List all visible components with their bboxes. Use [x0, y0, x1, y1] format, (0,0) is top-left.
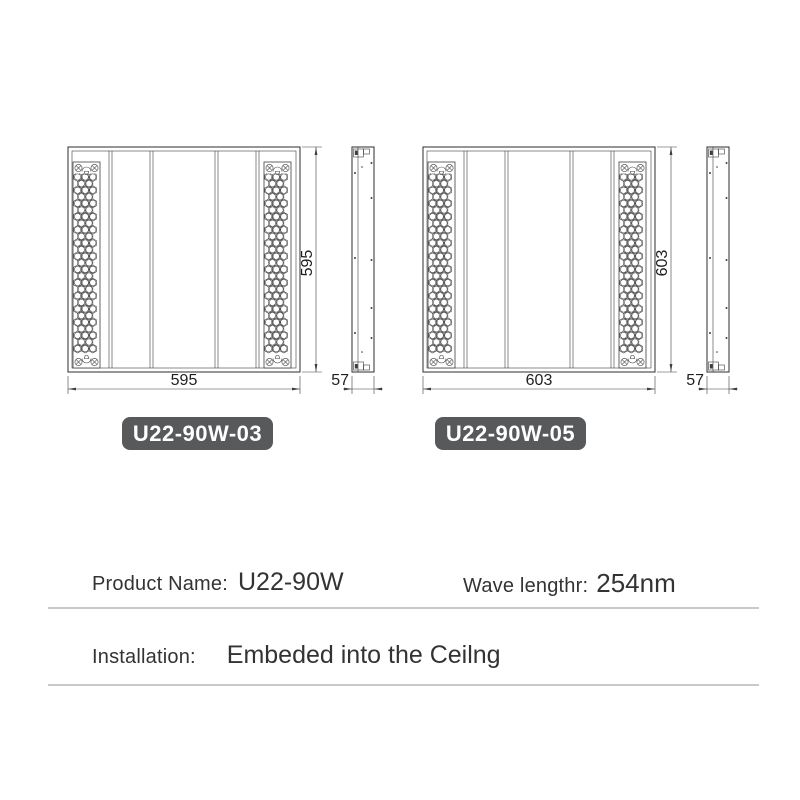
wavelength-label: Wave lengthr: [463, 575, 589, 597]
width-dimension [68, 372, 300, 394]
model-badge-03 [122, 417, 273, 450]
drawing-u22-90w-03 [60, 135, 400, 405]
spec-divider-bottom [48, 684, 759, 686]
height-dimension [654, 147, 677, 372]
panel-technical-drawing [60, 135, 400, 405]
height-dimension-text: 603 [654, 249, 671, 277]
drawing-u22-90w-05 [415, 135, 755, 405]
depth-dimension [686, 372, 738, 394]
front-view [423, 147, 655, 372]
installation-value: Embeded into the Ceilng [226, 641, 501, 669]
model-badge-05 [435, 417, 586, 450]
panel-technical-drawing [415, 135, 755, 405]
honeycomb-strip-right [264, 162, 291, 368]
wavelength-value: 254nm [596, 568, 676, 598]
width-dimension-text: 595 [170, 372, 198, 389]
depth-dimension-text: 57 [331, 372, 349, 389]
height-dimension-text: 595 [299, 249, 316, 277]
front-view [68, 147, 300, 372]
side-view [352, 147, 374, 372]
model-badge-03-label: U22-90W-03 [132, 420, 263, 446]
depth-dimension [331, 372, 383, 394]
honeycomb-strip-right [619, 162, 646, 368]
wavelength-field [463, 568, 676, 599]
product-name-value: U22-90W [238, 568, 344, 596]
depth-dimension-text: 57 [686, 372, 704, 389]
honeycomb-strip-left [73, 162, 100, 368]
product-name-field [92, 568, 344, 597]
width-dimension [423, 372, 655, 394]
installation-label: Installation: [92, 646, 196, 668]
model-badge-05-label: U22-90W-05 [445, 420, 576, 446]
product-name-label: Product Name: [92, 573, 228, 595]
side-view [707, 147, 729, 372]
spec-divider-top [48, 607, 759, 609]
height-dimension [299, 147, 322, 372]
installation-field [92, 641, 501, 670]
honeycomb-strip-left [428, 162, 455, 368]
width-dimension-text: 603 [525, 372, 553, 389]
